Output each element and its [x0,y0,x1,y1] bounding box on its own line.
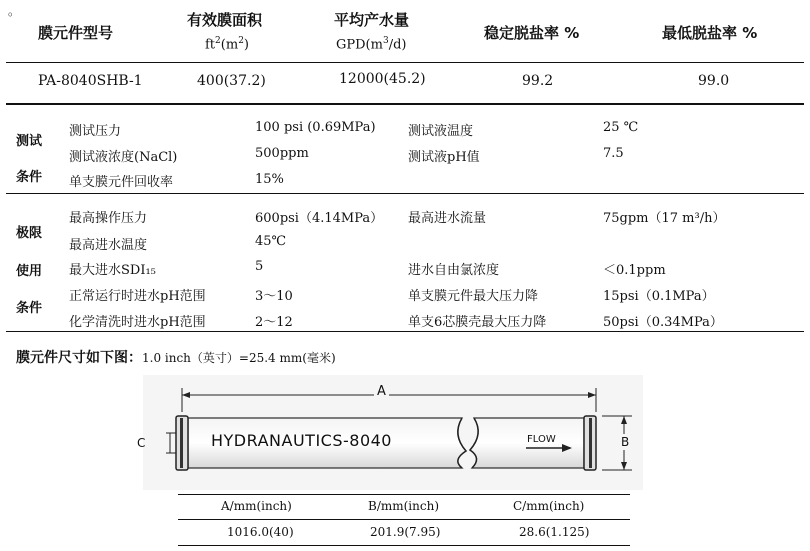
header-flow-unit: $GPD(m^3/d)$ [336,36,407,53]
top-mark: 。 [8,4,21,18]
limit-value: 75gpm（17 m³/h） [603,211,726,226]
dim-table-header-b: B/mm(inch) [368,499,439,513]
area-value: 400(37.2) [197,73,266,89]
limit-value: 15psi（0.1MPa） [603,289,715,304]
dimension-b-label: B [621,435,630,449]
flow-label: FLOW [527,434,556,445]
dim-table-header-c: C/mm(inch) [513,499,585,513]
min-rejection-value: 99.0 [698,73,730,89]
flow-value: 12000(45.2) [339,71,426,87]
test-key: 测试压力 [69,124,122,139]
limit-value: 3～10 [255,289,293,304]
test-value: 15% [255,172,284,187]
dim-table-mid-rule [178,519,630,520]
dim-table-header-a: A/mm(inch) [221,499,292,513]
limit-key: 最高进水温度 [69,238,148,253]
test-key: 测试液温度 [408,124,474,139]
left-end-cap-ring [180,418,183,468]
test-key: 单支膜元件回收率 [69,175,174,190]
limit-key: 最高操作压力 [69,211,148,226]
test-label-line1: 测试 [16,134,43,149]
limit-key: 正常运行时进水pH范围 [69,289,206,304]
limit-key: 最高进水流量 [408,211,487,226]
limit-key: 最大进水SDI₁₅ [69,263,156,278]
limit-label-line3: 条件 [16,301,43,316]
limit-value: ＜0.1ppm [603,263,666,278]
header-stable-rejection: 稳定脱盐率 % [484,24,580,42]
element-model-text: HYDRANAUTICS-8040 [211,431,392,450]
dimension-note-label: 膜元件尺寸如下图： [16,350,142,366]
dim-table-value-a: 1016.0(40) [227,525,294,539]
limit-value: 45℃ [255,234,287,249]
test-value: 500ppm [255,146,309,161]
limit-key: 单支6芯膜壳最大压力降 [408,315,547,330]
test-value: 100 psi (0.69MPa) [255,120,376,135]
test-label-line2: 条件 [16,170,43,185]
limit-value: 50psi（0.34MPa） [603,315,723,330]
header-min-rejection: 最低脱盐率 % [662,24,758,42]
limit-label-line1: 极限 [16,226,43,241]
header-model: 膜元件型号 [38,24,114,42]
dim-table-top-rule [178,494,630,495]
test-key: 测试液pH值 [408,150,480,165]
test-value: 7.5 [603,146,624,161]
limit-key: 化学清洗时进水pH范围 [69,315,206,330]
stable-rejection-value: 99.2 [522,73,554,89]
model-value: PA-8040SHB-1 [38,73,143,89]
dimension-note-text: 1.0 inch（英寸）=25.4 mm(毫米) [142,351,336,365]
limit-key: 进水自由氯浓度 [408,263,500,278]
right-end-cap-ring [589,418,592,468]
dim-table-bottom-rule [178,545,630,546]
header-area-unit: $ft^2(m^2)$ [205,36,249,53]
dimension-a-label: A [374,384,389,399]
dim-table-value-c: 28.6(1.125) [519,525,590,539]
limit-value: 2～12 [255,315,293,330]
test-value: 25 ℃ [603,120,639,135]
header-area: 有效膜面积 [187,11,263,29]
limit-value: 5 [255,259,264,274]
dim-table-value-b: 201.9(7.95) [370,525,441,539]
test-key: 测试液浓度(NaCl) [69,150,178,165]
limit-key: 单支膜元件最大压力降 [408,289,539,304]
limit-value: 600psi（4.14MPa） [255,211,384,226]
limit-label-line2: 使用 [16,264,43,279]
dimension-c-label: C [137,436,146,450]
header-flow: 平均产水量 [334,11,410,29]
